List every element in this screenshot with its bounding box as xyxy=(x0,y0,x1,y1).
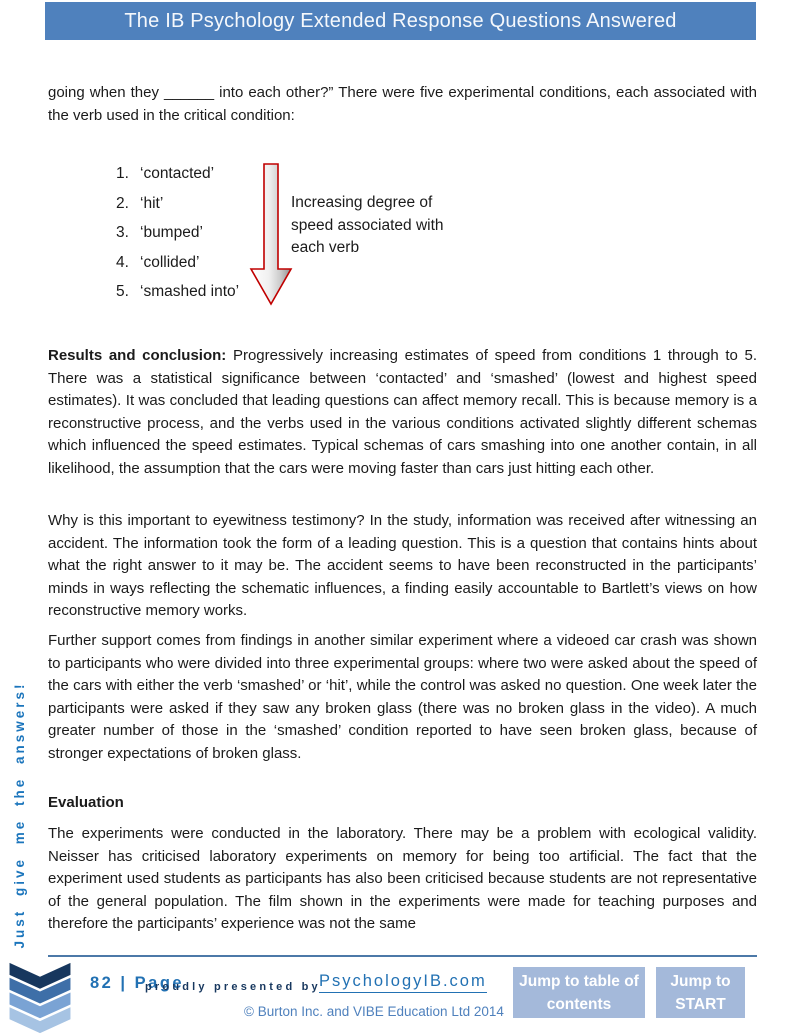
arrow-caption: Increasing degree of speed associated with each verb xyxy=(291,194,444,256)
list-item-number: 1. xyxy=(116,165,129,182)
evaluation-heading: Evaluation xyxy=(48,794,124,811)
list-item-number: 4. xyxy=(116,253,129,271)
evaluation-paragraph: The experiments were conducted in the laboratory. There may be a problem with ecological validity. Neisser has criticised laboratory experiments on memory for being too artificial. The fact that the experiment used students as participants has also been criticised because students are not representative of the general population. The film shown in the experiments were made for teaching purposes and therefore the participants’ experience was not the same xyxy=(48,825,757,932)
footer-divider xyxy=(48,955,757,957)
further-support-paragraph: Further support comes from findings in another similar experiment where a videoed car crash was shown to participants who were divided into three experimental groups: where two were asked about the speed of the cars with either the verb ‘smashed’ or ‘hit’, while the control was asked no question. One week later the participants were asked if they saw any broken glass (there was no broken glass in the video). A much greater number of those in the ‘smashed’ condition reported to have seen broken glass, because of stronger expectations of broken glass. xyxy=(48,632,757,762)
results-paragraph xyxy=(48,345,757,480)
intro-paragraph: going when they ______ into each other?” There were five experimental conditions, each associated with the verb used in the critical condition: xyxy=(48,84,757,124)
copyright-notice: © Burton Inc. and VIBE Education Ltd 2014 xyxy=(244,1004,504,1019)
list-item-number: 5. xyxy=(116,283,129,300)
results-body: Progressively increasing estimates of speed from conditions 1 through to 5. There was a statistical significance between ‘contacted’ and ‘smashed’ (lowest and highest speed estimates). It was concluded that leading questions can affect memory recall. This is because memory is a reconstructive process, and the verbs used in the various conditions activated slightly different schemas which influenced the speed estimates. Typical schemas of cars smashing into one another contain, in all likelihood, the assumption that the cars were moving faster than cars just hitting each other. xyxy=(48,347,758,477)
jump-to-start-button[interactable]: Jump to START xyxy=(656,967,745,1018)
list-item-label: ‘collided’ xyxy=(140,253,200,271)
experimental-conditions-list xyxy=(116,165,239,313)
eyewitness-paragraph: Why is this important to eyewitness testimony? In the study, information was received after witnessing an accident. The information took the form of a leading question. This is a question that contains hints about what the right answer to it may be. The accident seems to have been reconstructed in the participants’ minds in ways reflecting the schematic influences, a finding easily accountable to Bartlett’s views on how reconstructive memory works. xyxy=(48,512,757,619)
down-arrow-icon xyxy=(248,162,296,307)
list-item xyxy=(116,165,239,195)
chevrons-down-icon xyxy=(8,962,72,1034)
page-header-banner xyxy=(45,2,756,40)
sidebar-vertical-tagline: Just give me the answers! xyxy=(12,681,27,949)
list-item-number: 2. xyxy=(116,194,129,212)
list-item xyxy=(116,224,239,254)
list-item xyxy=(116,254,239,284)
list-item-label: ‘bumped’ xyxy=(140,224,203,241)
psychologyib-link[interactable]: PsychologyIB.com xyxy=(319,972,487,993)
results-label: Results and conclusion: xyxy=(48,347,227,364)
list-item-label: ‘hit’ xyxy=(140,194,164,212)
presented-by-label: proudly presented by xyxy=(145,981,321,993)
list-item-number: 3. xyxy=(116,224,129,241)
jump-to-contents-button[interactable]: Jump to table of contents xyxy=(513,967,645,1018)
list-item-label: ‘contacted’ xyxy=(140,165,215,182)
page-title: The IB Psychology Extended Response Questions Answered xyxy=(124,9,677,32)
list-item xyxy=(116,283,239,313)
list-item xyxy=(116,195,239,225)
page-number: 82 | Page xyxy=(90,974,185,992)
list-item-label: ‘smashed into’ xyxy=(140,283,240,300)
